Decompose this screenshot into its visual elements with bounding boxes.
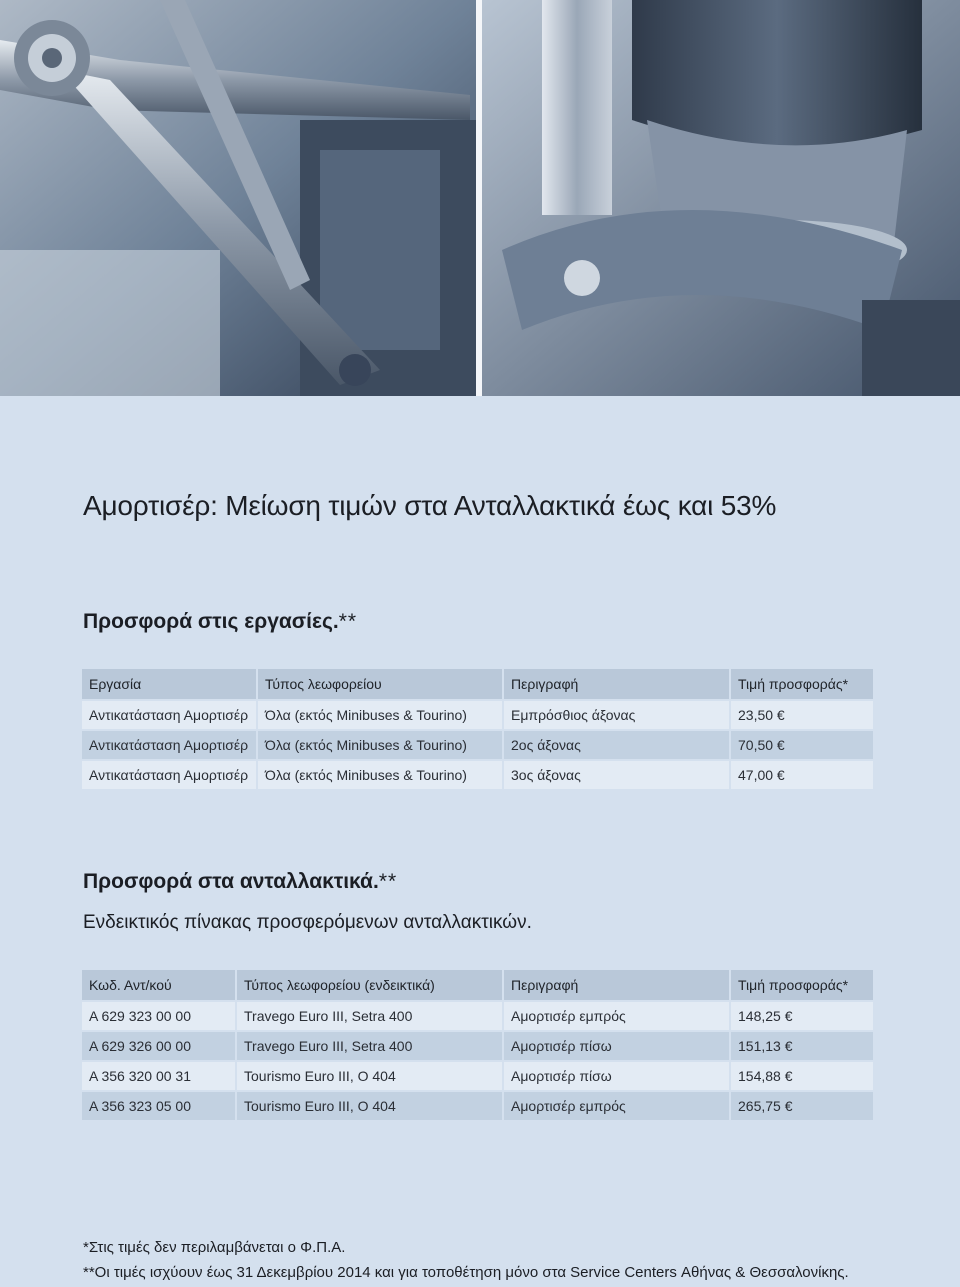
cell-bus-type: Όλα (εκτός Minibuses & Tourino) [258, 731, 504, 761]
work-offers-table [82, 669, 873, 791]
cell-price: 47,00 € [731, 761, 873, 791]
cell-price: 23,50 € [731, 701, 873, 731]
parts-section-title-text: Προσφορά στα ανταλλακτικά. [83, 870, 379, 893]
parts-section-stars: ** [378, 870, 398, 893]
cell-bus-type: Tourismo Euro III, O 404 [237, 1062, 504, 1092]
vat-footnote: *Στις τιμές δεν περιλαμβάνεται ο Φ.Π.Α. [83, 1239, 346, 1256]
cell-bus-type: Όλα (εκτός Minibuses & Tourino) [258, 701, 504, 731]
table-row [82, 1062, 873, 1092]
table-row [82, 761, 873, 791]
table-row [82, 1092, 873, 1122]
column-header-offer-price: Τιμή προσφοράς* [731, 970, 873, 1002]
cell-bus-type: Travego Euro III, Setra 400 [237, 1002, 504, 1032]
cell-price: 151,13 € [731, 1032, 873, 1062]
cell-price: 265,75 € [731, 1092, 873, 1122]
column-header-part-code: Κωδ. Αντ/κού [82, 970, 237, 1002]
table-row [82, 1002, 873, 1032]
table-header-row [82, 669, 873, 701]
validity-footnote: **Οι τιμές ισχύουν έως 31 Δεκεμβρίου 2014 και για τοποθέτηση μόνο στα Service Centers Αθήνας & Θεσσαλονίκης. [83, 1264, 849, 1281]
cell-description: Αμορτισέρ πίσω [504, 1032, 731, 1062]
table-header-row [82, 970, 873, 1002]
work-section-stars: ** [338, 610, 358, 633]
cell-bus-type: Όλα (εκτός Minibuses & Tourino) [258, 761, 504, 791]
cell-description: Εμπρόσθιος άξονας [504, 701, 731, 731]
column-header-work: Εργασία [82, 669, 258, 701]
cell-description: Αμορτισέρ εμπρός [504, 1002, 731, 1032]
cell-description: 2ος άξονας [504, 731, 731, 761]
cell-price: 154,88 € [731, 1062, 873, 1092]
cell-price: 70,50 € [731, 731, 873, 761]
cell-work: Αντικατάσταση Αμορτισέρ [82, 761, 258, 791]
table-row [82, 731, 873, 761]
cell-part-code: A 356 323 05 00 [82, 1092, 237, 1122]
parts-offers-table [82, 970, 873, 1122]
cell-work: Αντικατάσταση Αμορτισέρ [82, 731, 258, 761]
cell-part-code: A 356 320 00 31 [82, 1062, 237, 1092]
cell-part-code: A 629 323 00 00 [82, 1002, 237, 1032]
page-headline: Αμορτισέρ: Μείωση τιμών στα Ανταλλακτικά έως και 53% [83, 490, 777, 521]
work-section-title [83, 610, 357, 634]
cell-description: Αμορτισέρ πίσω [504, 1062, 731, 1092]
column-header-description: Περιγραφή [504, 669, 731, 701]
parts-section-title [83, 870, 397, 894]
cell-description: 3ος άξονας [504, 761, 731, 791]
column-header-bus-type: Τύπος λεωφορείου [258, 669, 504, 701]
cell-price: 148,25 € [731, 1002, 873, 1032]
parts-section-subtitle: Ενδεικτικός πίνακας προσφερόμενων ανταλλακτικών. [83, 912, 532, 933]
work-section-title-text: Προσφορά στις εργασίες. [83, 610, 339, 633]
column-header-bus-type: Τύπος λεωφορείου (ενδεικτικά) [237, 970, 504, 1002]
column-header-description: Περιγραφή [504, 970, 731, 1002]
air-spring-photo [482, 0, 960, 396]
table-row [82, 701, 873, 731]
cell-description: Αμορτισέρ εμπρός [504, 1092, 731, 1122]
cell-bus-type: Tourismo Euro III, O 404 [237, 1092, 504, 1122]
cell-bus-type: Travego Euro III, Setra 400 [237, 1032, 504, 1062]
cell-part-code: A 629 326 00 00 [82, 1032, 237, 1062]
suspension-arm-photo [0, 0, 476, 396]
photo-banner [0, 0, 960, 396]
cell-work: Αντικατάσταση Αμορτισέρ [82, 701, 258, 731]
column-header-offer-price: Τιμή προσφοράς* [731, 669, 873, 701]
table-row [82, 1032, 873, 1062]
